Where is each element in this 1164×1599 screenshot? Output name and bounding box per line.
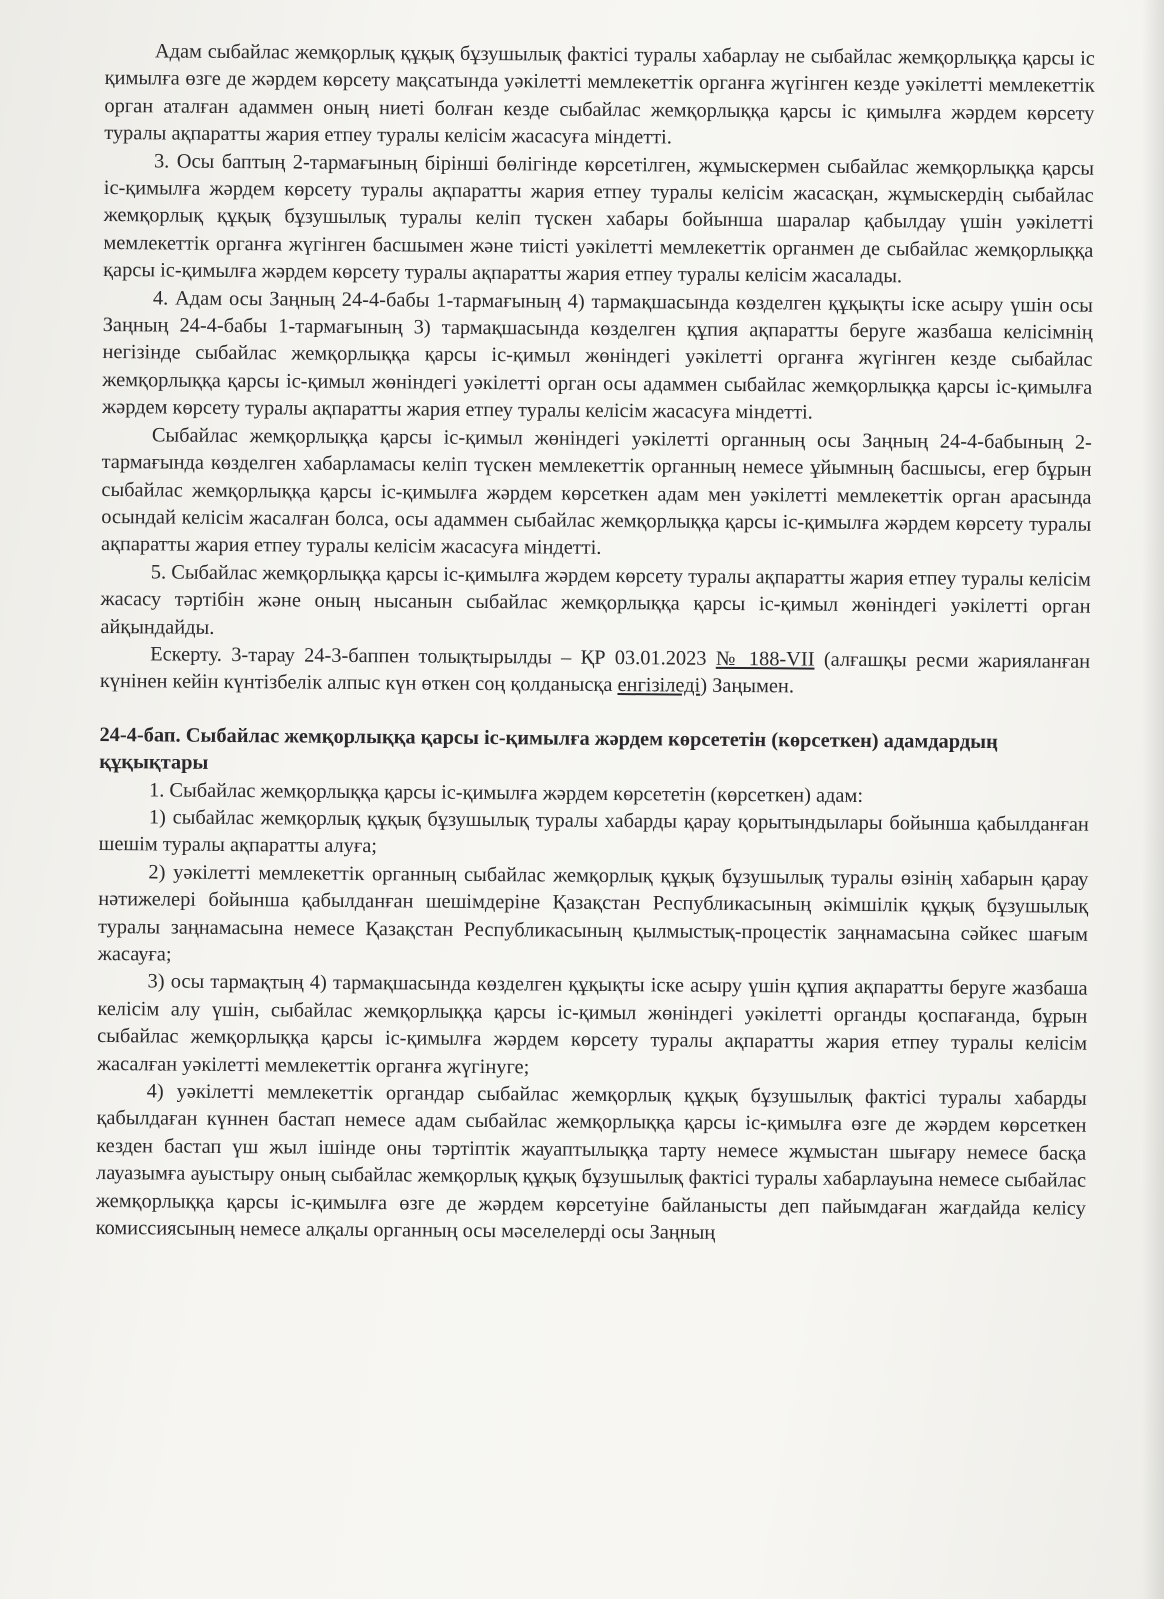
subitem-3: 3) осы тармақтың 4) тармақшасында көзделген құқықты іске асыру үшін құпия ақпаратты беруге жазбаша келісім алу үшін, сыбайлас жемқорлыққа қарсы іс-қимыл жөніндегі уәкілетті органды қоспағанда, бұрын сыбайлас жемқорлыққа қарсы іс-қимылға жәрдем көрсету туралы ақпаратты жария етпеу туралы келісім жасалған уәкілетті мемлекеттік органға жүгінуге; — [96, 970, 1088, 1078]
entry-into-force-link[interactable]: енгізіледі — [617, 674, 701, 698]
page-edge-shadow — [1142, 0, 1164, 1599]
paragraph-item-3: 3. Осы баптың 2-тармағының бірінші бөлігінде көрсетілген, жұмыскермен сыбайлас жемқорлыққа қарсы іс-қимылға жәрдем көрсету туралы ақпаратты жария етпеу туралы келісім жасасқан, жұмыскердің сыбайлас жемқорлық құқық бұзушылық туралы келіп түскен хабары бойынша шаралар қабылдау үшін уәкілетті мемлекеттік органға жүгінген басшымен және тиісті уәкілетті мемлекеттік органмен де сыбайлас жемқорлыққа қарсы іс-қимылға жәрдем көрсету туралы ақпаратты жария етпеу туралы келісім жасалады. — [103, 150, 1095, 288]
subitem-1: 1) сыбайлас жемқорлық құқық бұзушылық туралы хабарды қарау қорытындылары бойынша қабылданған шешім туралы ақпаратты алуға; — [98, 806, 1089, 858]
paragraph-1: Адам сыбайлас жемқорлық құқық бұзушылық фактісі туралы хабарлау не сыбайлас жемқорлыққа қарсы іс қимылға өзге де жәрдем көрсету мақсатында уәкілетті мемлекеттік органға жүгінген кезде уәкілетті мемлекеттік орган аталған адаммен оның ниеті болған кезде сыбайлас жемқорлыққа қарсы іс қимылға жәрдем көрсету туралы ақпаратты жария етпеу туралы келісім жасасуға міндетті. — [104, 40, 1095, 149]
subitem-2: 2) уәкілетті мемлекеттік органның сыбайлас жемқорлық құқық бұзушылық туралы өзінің хабарын қарау нәтижелері бойынша қабылданған шешімдеріне Қазақстан Республикасының әкімшілік құқық бұзушылық туралы заңнамасына немесе Қазақстан Республикасының қылмыстық-процестік заңнамасына сәйкес шағым жасауға; — [97, 861, 1089, 966]
paragraph-4-part-2: Сыбайлас жемқорлыққа қарсы іс-қимыл жөніндегі уәкілетті органның осы Заңның 24-4-бабының 2-тармағында көзделген хабарламасы келіп түскен мемлекеттік органның немесе ұйымның басшысы, егер бұрын сыбайлас жемқорлыққа қарсы іс-қимылға жәрдем көрсеткен адам мен уәкілетті мемлекеттік орган арасында осындай келісім жасалған болса, осы адаммен сыбайлас жемқорлыққа қарсы іс-қимылға жәрдем көрсету туралы ақпаратты жария етпеу туралы келісім жасасуға міндетті. — [100, 424, 1092, 560]
note-text-end: ) Заңымен. — [700, 675, 795, 698]
paragraph-item-4: 4. Адам осы Заңның 24-4-бабы 1-тармағының 4) тармақшасында көзделген құқықты іске асыру үшін осы Заңның 24-4-бабы 1-тармағының 3) тармақшасында көзделген құпия ақпаратты беруге жазбаша келісімнің негізінде сыбайлас жемқорлыққа қарсы іс-қимыл жөніндегі уәкілетті органға жүгінген кезде сыбайлас жемқорлыққа қарсы іс-қимыл жөніндегі уәкілетті орган осы адаммен сыбайлас жемқорлыққа қарсы іс-қимылға жәрдем көрсету туралы ақпаратты жария етпеу туралы келісім жасасуға міндетті. — [102, 287, 1094, 424]
note-text-start: Ескерту. 3-тарау 24-3-баппен толықтырылды – ҚР 03.01.2023 — [150, 643, 716, 670]
law-number-link[interactable]: № 188-VII — [715, 647, 815, 671]
subitem-4: 4) уәкілетті мемлекеттік органдар сыбайлас жемқорлық құқық бұзушылық фактісі туралы хабарды қабылдаған күннен бастап немесе адам сыбайлас жемқорлыққа қарсы іс-қимылға өзге де жәрдем көрсеткен кезден бастап үш жыл ішінде оны тәртіптік жауаптылыққа тарту немесе жұмыстан шығару немесе басқа лауазымға ауыстыру оның сыбайлас жемқорлық құқық бұзушылық фактісі туралы хабарлауына немесе сыбайлас жемқорлыққа қарсы іс-қимылға өзге де жәрдем көрсетуіне байланысты деп пайымдаған жағдайда келісу комиссиясының немесе алқалы органның осы мәселелерді осы Заңның — [95, 1080, 1087, 1244]
paragraph-item-5: 5. Сыбайлас жемқорлыққа қарсы іс-қимылға жәрдем көрсету туралы ақпаратты жария етпеу туралы келісім жасасу тәртібін және оның нысанын сыбайлас жемқорлыққа қарсы іс-қимыл жөніндегі уәкілетті орган айқындайды. — [100, 561, 1091, 639]
editorial-note — [100, 641, 1090, 704]
article-title: 24-4-бап. Сыбайлас жемқорлыққа қарсы іс-қимылға жәрдем көрсететін (көрсеткен) адамдардың құқықтары — [99, 723, 998, 774]
note-text-middle: (алғашқы ресми жарияланған күнінен кейін күнтізбелік алпыс күн өткен соң қолданысқа — [99, 648, 1091, 697]
document-text — [96, 38, 1095, 1250]
article-item-1: 1. Сыбайлас жемқорлыққа қарсы іс-қимылға жәрдем көрсететін (көрсеткен) адам: — [149, 778, 864, 807]
